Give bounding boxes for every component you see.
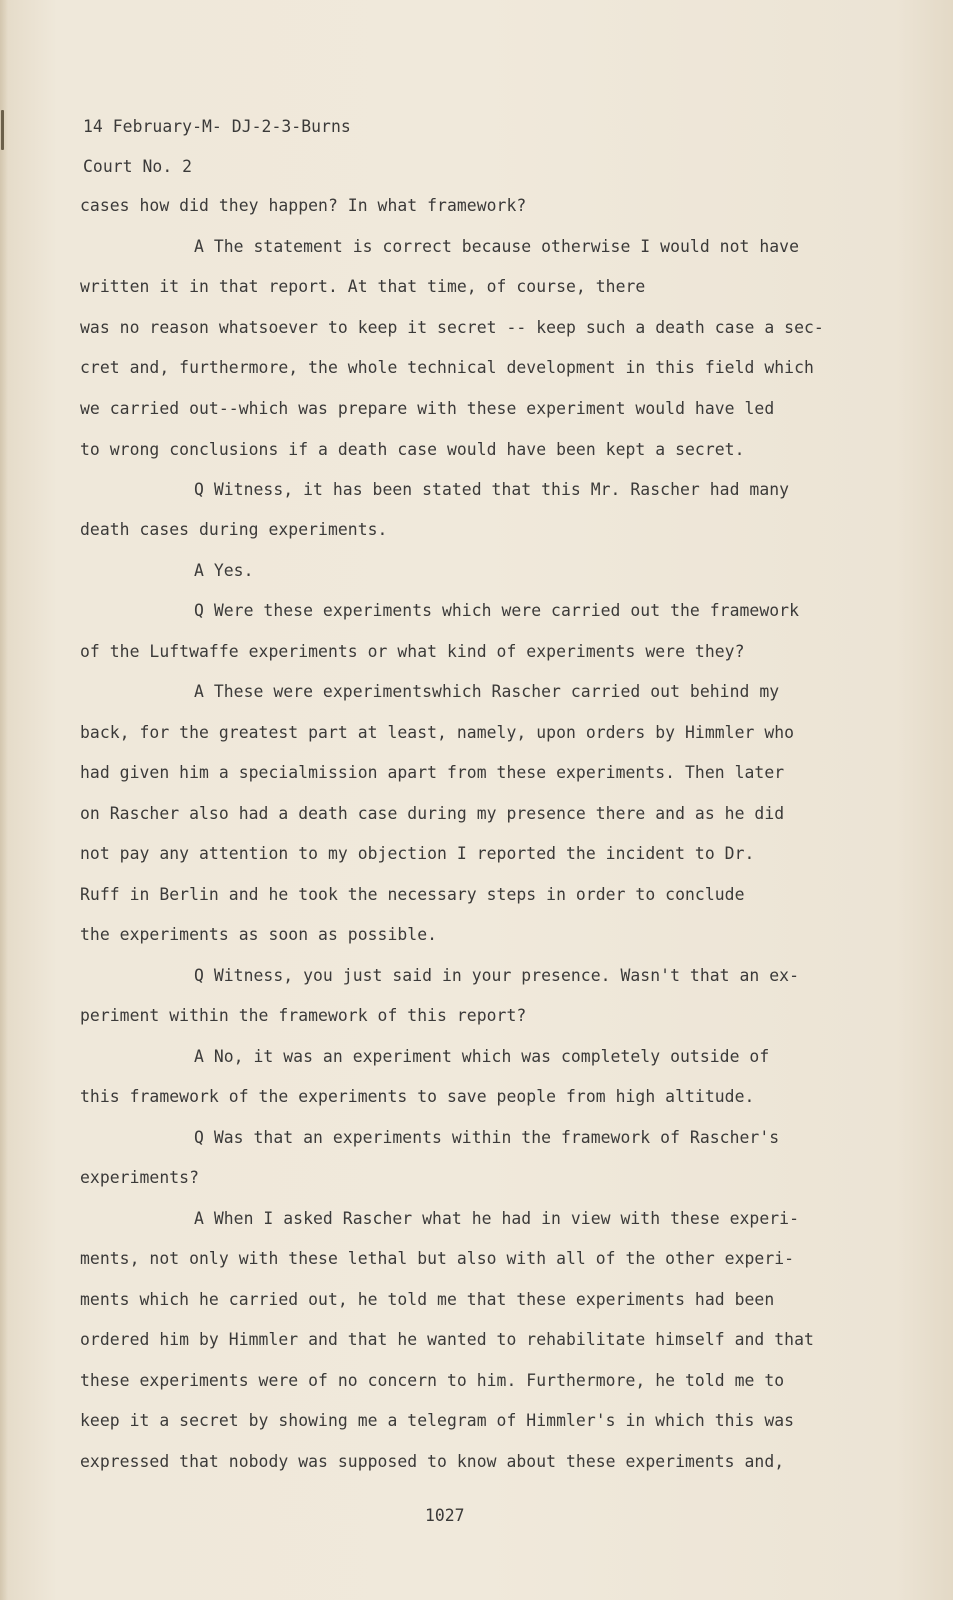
text-line: Q Witness, it has been stated that this Mr. Rascher had many — [194, 480, 790, 499]
text-line: A Yes. — [194, 561, 254, 580]
text-line: keep it a secret by showing me a telegram of Himmler's in which this was — [80, 1411, 795, 1430]
text-line: periment within the framework of this report? — [80, 1006, 527, 1025]
text-line: to wrong conclusions if a death case would have been kept a secret. — [80, 440, 745, 459]
text-line: A The statement is correct because otherwise I would not have — [194, 237, 799, 256]
text-line: cret and, furthermore, the whole technical development in this field which — [80, 358, 814, 377]
page-number: 1027 — [425, 1506, 465, 1525]
text-line: experiments? — [80, 1168, 200, 1187]
text-line: was no reason whatsoever to keep it secret -- keep such a death case a sec- — [80, 318, 824, 337]
text-line: Q Were these experiments which were carried out the framework — [194, 601, 799, 620]
page-edge-shadow — [0, 0, 8, 1600]
header-date-line: 14 February-M- DJ-2-3-Burns — [83, 117, 351, 136]
text-line: death cases during experiments. — [80, 520, 388, 539]
text-line: cases how did they happen? In what framework? — [80, 196, 527, 215]
text-line: A No, it was an experiment which was completely outside of — [194, 1047, 770, 1066]
text-line: expressed that nobody was supposed to know about these experiments and, — [80, 1452, 785, 1471]
binding-mark — [1, 110, 4, 150]
text-line: not pay any attention to my objection I reported the incident to Dr. — [80, 844, 755, 863]
text-line: ments which he carried out, he told me that these experiments had been — [80, 1290, 775, 1309]
text-line: we carried out--which was prepare with these experiment would have led — [80, 399, 775, 418]
text-line: written it in that report. At that time, of course, there — [80, 277, 646, 296]
header-court-line: Court No. 2 — [83, 157, 193, 176]
text-line: this framework of the experiments to save people from high altitude. — [80, 1087, 755, 1106]
text-line: Q Was that an experiments within the framework of Rascher's — [194, 1128, 780, 1147]
text-line: ordered him by Himmler and that he wanted to rehabilitate himself and that — [80, 1330, 814, 1349]
text-line: Ruff in Berlin and he took the necessary steps in order to conclude — [80, 885, 745, 904]
text-line: of the Luftwaffe experiments or what kind of experiments were they? — [80, 642, 745, 661]
text-line: had given him a specialmission apart from these experiments. Then later — [80, 763, 785, 782]
text-line: A These were experimentswhich Rascher carried out behind my — [194, 682, 780, 701]
text-line: ments, not only with these lethal but also with all of the other experi- — [80, 1249, 795, 1268]
text-line: back, for the greatest part at least, namely, upon orders by Himmler who — [80, 723, 795, 742]
text-line: on Rascher also had a death case during my presence there and as he did — [80, 804, 785, 823]
text-line: these experiments were of no concern to him. Furthermore, he told me to — [80, 1371, 785, 1390]
text-line: A When I asked Rascher what he had in view with these experi- — [194, 1209, 799, 1228]
text-line: Q Witness, you just said in your presence. Wasn't that an ex- — [194, 966, 799, 985]
text-line: the experiments as soon as possible. — [80, 925, 438, 944]
